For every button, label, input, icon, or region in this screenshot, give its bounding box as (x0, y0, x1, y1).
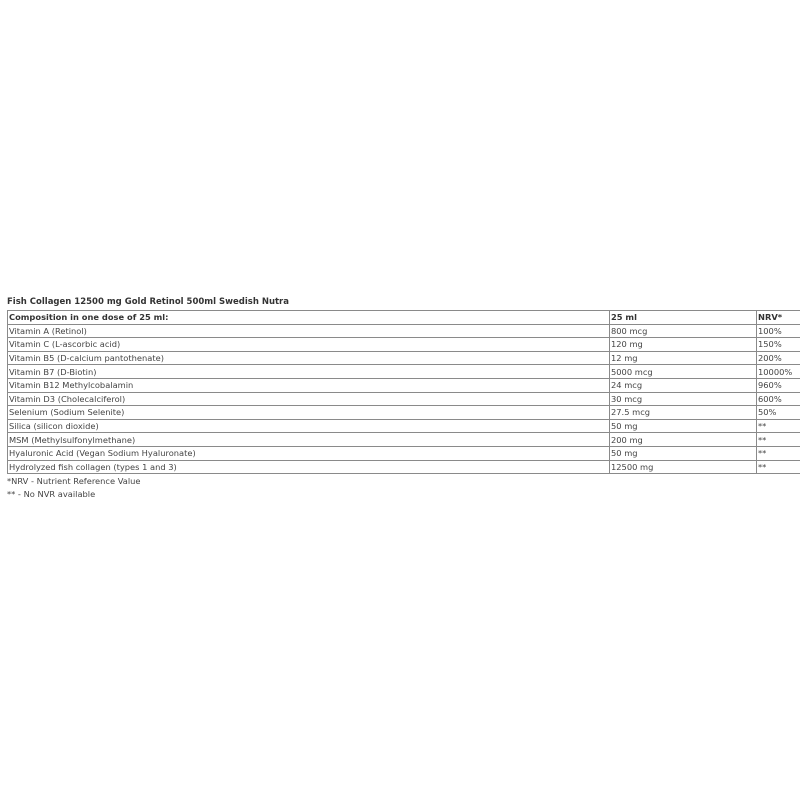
amount-cell: 27.5 mcg (610, 406, 757, 420)
ingredient-cell: Vitamin C (L-ascorbic acid) (8, 338, 610, 352)
table-row (8, 324, 800, 338)
amount-cell: 120 mg (610, 338, 757, 352)
table-row (8, 406, 800, 420)
nrv-cell: ** (757, 419, 800, 433)
table-row (8, 446, 800, 460)
amount-cell: 50 mg (610, 446, 757, 460)
table-row (8, 433, 800, 447)
footnotes (7, 475, 800, 501)
nrv-cell: 10000% (757, 365, 800, 379)
ingredient-cell: Silica (silicon dioxide) (8, 419, 610, 433)
amount-cell: 50 mg (610, 419, 757, 433)
nrv-cell: ** (757, 446, 800, 460)
amount-cell: 800 mcg (610, 324, 757, 338)
composition-table (7, 310, 800, 474)
table-row (8, 419, 800, 433)
table-row (8, 351, 800, 365)
ingredient-cell: Vitamin B5 (D-calcium pantothenate) (8, 351, 610, 365)
ingredient-cell: MSM (Methylsulfonylmethane) (8, 433, 610, 447)
footnote-nrv: *NRV - Nutrient Reference Value (7, 476, 141, 487)
amount-cell: 12 mg (610, 351, 757, 365)
ingredient-cell: Vitamin B7 (D-Biotin) (8, 365, 610, 379)
ingredient-cell: Vitamin A (Retinol) (8, 324, 610, 338)
ingredient-cell: Vitamin D3 (Cholecalciferol) (8, 392, 610, 406)
nrv-cell: 600% (757, 392, 800, 406)
table-row (8, 378, 800, 392)
amount-cell: 200 mg (610, 433, 757, 447)
ingredient-cell: Hydrolyzed fish collagen (types 1 and 3) (8, 460, 610, 474)
ingredient-cell: Hyaluronic Acid (Vegan Sodium Hyaluronate) (8, 446, 610, 460)
table-header-row (8, 311, 800, 325)
header-nrv: NRV* (757, 311, 800, 325)
amount-cell: 24 mcg (610, 378, 757, 392)
ingredient-cell: Selenium (Sodium Selenite) (8, 406, 610, 420)
nrv-cell: ** (757, 433, 800, 447)
header-composition: Composition in one dose of 25 ml: (8, 311, 610, 325)
table-row (8, 365, 800, 379)
table-row (8, 392, 800, 406)
table-row (8, 338, 800, 352)
nrv-cell: 150% (757, 338, 800, 352)
amount-cell: 30 mcg (610, 392, 757, 406)
nrv-cell: ** (757, 460, 800, 474)
product-title: Fish Collagen 12500 mg Gold Retinol 500ml Swedish Nutra (7, 297, 289, 307)
nrv-cell: 100% (757, 324, 800, 338)
nrv-cell: 50% (757, 406, 800, 420)
nrv-cell: 200% (757, 351, 800, 365)
nutrition-document (7, 297, 800, 501)
table-row (8, 460, 800, 474)
header-dose: 25 ml (610, 311, 757, 325)
nrv-cell: 960% (757, 378, 800, 392)
amount-cell: 5000 mcg (610, 365, 757, 379)
footnote-no-nrv: ** - No NVR available (7, 489, 96, 500)
amount-cell: 12500 mg (610, 460, 757, 474)
ingredient-cell: Vitamin B12 Methylcobalamin (8, 378, 610, 392)
